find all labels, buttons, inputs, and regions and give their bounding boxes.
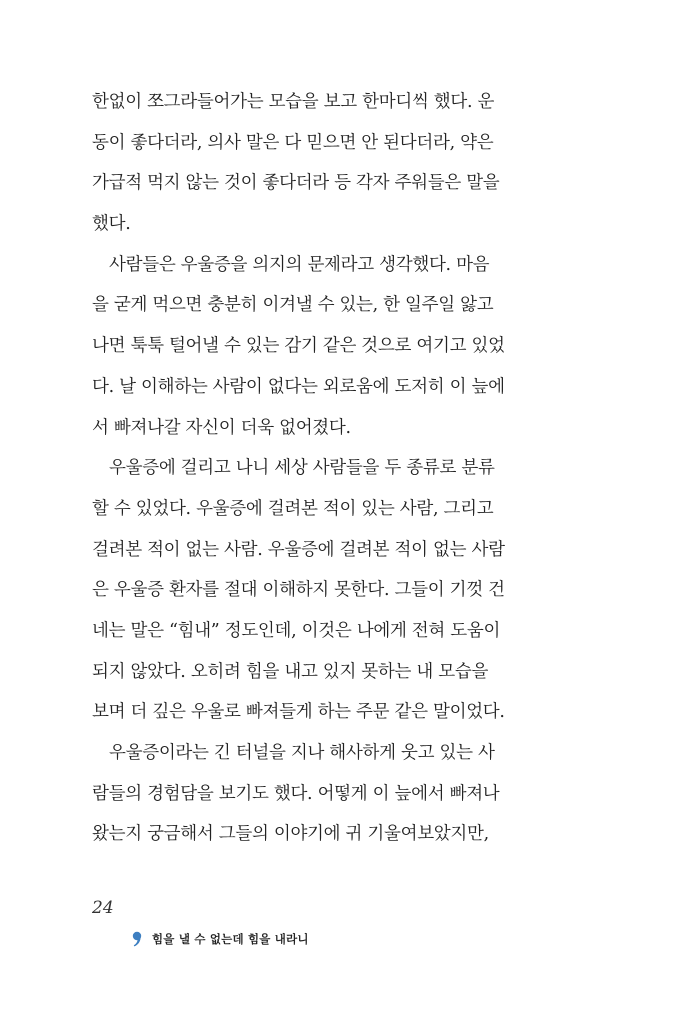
paragraph-start-line: 사람들은 우울증을 의지의 문제라고 생각했다. 마음 <box>109 254 490 275</box>
text-line: 보며 더 깊은 우울로 빠져들게 하는 주문 같은 말이었다. <box>92 702 505 723</box>
text-line: 동이 좋다더라, 의사 말은 다 믿으면 안 된다더라, 약은 <box>92 132 494 153</box>
text-line: 을 굳게 먹으면 충분히 이겨낼 수 있는, 한 일주일 앓고 <box>92 295 494 316</box>
text-line: 나면 툭툭 털어낼 수 있는 감기 같은 것으로 여기고 있었 <box>92 336 505 357</box>
text-line: 가급적 먹지 않는 것이 좋다더라 등 각자 주워들은 말을 <box>92 173 500 194</box>
text-line: 다. 날 이해하는 사람이 없다는 외로움에 도저히 이 늪에 <box>92 376 505 397</box>
book-title: 힘을 낼 수 없는데 힘을 내라니 <box>152 932 309 946</box>
page-number: 24 <box>92 898 114 918</box>
body-text <box>92 82 552 855</box>
text-line: 했다. <box>92 214 131 235</box>
text-line: 걸려본 적이 없는 사람. 우울증에 걸려본 적이 없는 사람 <box>92 539 505 560</box>
text-line: 네는 말은 “힘내” 정도인데, 이것은 나에게 전혀 도움이 <box>92 620 501 641</box>
running-footer <box>132 931 309 947</box>
paragraph-start-line: 우울증에 걸리고 나니 세상 사람들을 두 종류로 분류 <box>109 458 495 479</box>
text-line: 서 빠져나갈 자신이 더욱 없어졌다. <box>92 417 351 438</box>
text-line: 되지 않았다. 오히려 힘을 내고 있지 못하는 내 모습을 <box>92 661 489 682</box>
text-line: 한없이 쪼그라들어가는 모습을 보고 한마디씩 했다. 운 <box>92 92 495 112</box>
text-line: 왔는지 궁금해서 그들의 이야기에 귀 기울여보았지만, <box>92 824 489 845</box>
text-line: 람들의 경험담을 보기도 했다. 어떻게 이 늪에서 빠져나 <box>92 783 500 804</box>
text-line: 할 수 있었다. 우울증에 걸려본 적이 있는 사람, 그리고 <box>92 498 494 519</box>
comma-mark-icon <box>132 931 142 947</box>
paragraph-start-line: 우울증이라는 긴 터널을 지나 해사하게 웃고 있는 사 <box>109 743 495 763</box>
text-line: 은 우울증 환자를 절대 이해하지 못한다. 그들이 기껏 건 <box>92 580 505 601</box>
